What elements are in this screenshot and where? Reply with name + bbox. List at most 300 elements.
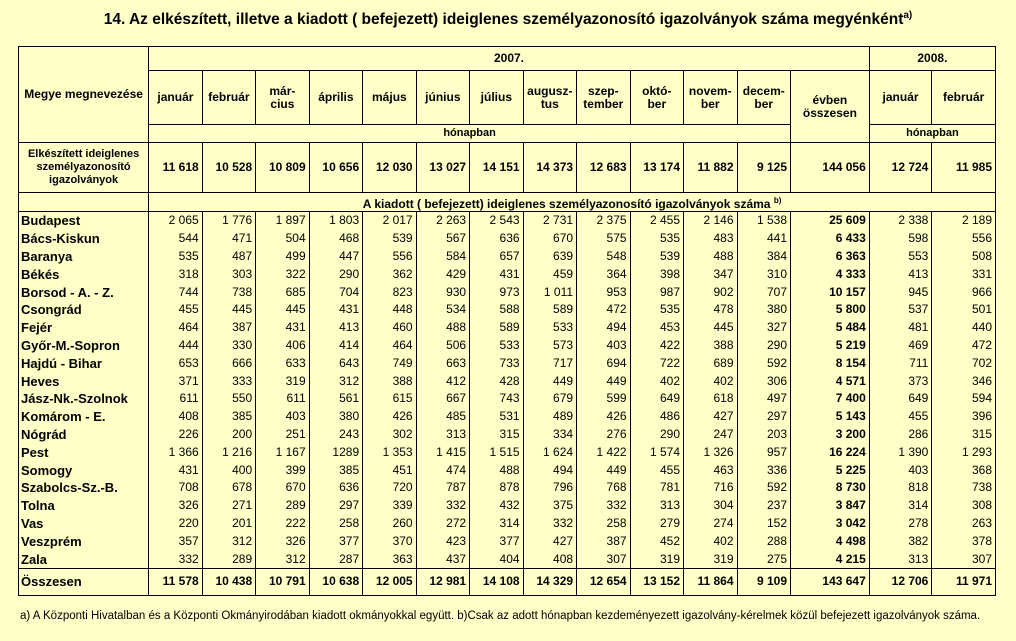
county-annual-total: 5 484 xyxy=(791,319,870,337)
county-annual-total: 7 400 xyxy=(791,390,870,408)
county-value: 451 xyxy=(363,461,416,479)
county-value: 313 xyxy=(416,426,469,444)
county-value: 539 xyxy=(363,230,416,248)
month-header-2007: októ-ber xyxy=(630,71,683,125)
county-value: 437 xyxy=(416,550,469,568)
county-value: 307 xyxy=(577,550,630,568)
county-value: 368 xyxy=(932,461,996,479)
county-value: 402 xyxy=(684,372,737,390)
county-value: 346 xyxy=(932,372,996,390)
county-annual-total: 3 042 xyxy=(791,515,870,533)
county-value: 426 xyxy=(577,408,630,426)
table-row xyxy=(19,354,996,372)
county-value: 534 xyxy=(416,301,469,319)
county-annual-total: 4 571 xyxy=(791,372,870,390)
county-value: 370 xyxy=(363,532,416,550)
county-value: 428 xyxy=(470,372,523,390)
county-annual-total: 5 219 xyxy=(791,337,870,355)
county-value: 744 xyxy=(149,283,202,301)
county-annual-total: 3 847 xyxy=(791,497,870,515)
county-name: Zala xyxy=(19,550,149,568)
county-value: 957 xyxy=(737,443,790,461)
county-value: 445 xyxy=(256,301,309,319)
county-value: 357 xyxy=(149,532,202,550)
county-value: 247 xyxy=(684,426,737,444)
county-value: 678 xyxy=(202,479,255,497)
county-value: 414 xyxy=(309,337,362,355)
county-value: 445 xyxy=(202,301,255,319)
table-row xyxy=(19,319,996,337)
county-value: 781 xyxy=(630,479,683,497)
county-value: 1 216 xyxy=(202,443,255,461)
county-value: 251 xyxy=(256,426,309,444)
county-value: 290 xyxy=(737,337,790,355)
prepared-value: 12 030 xyxy=(363,143,416,193)
prepared-value: 13 027 xyxy=(416,143,469,193)
county-name: Komárom - E. xyxy=(19,408,149,426)
county-value: 485 xyxy=(416,408,469,426)
county-value: 2 263 xyxy=(416,212,469,230)
county-value: 319 xyxy=(684,550,737,568)
county-value: 276 xyxy=(577,426,630,444)
county-value: 478 xyxy=(684,301,737,319)
county-value: 548 xyxy=(577,248,630,266)
county-value: 412 xyxy=(416,372,469,390)
month-header-2007: augusz-tus xyxy=(523,71,576,125)
county-value: 1 293 xyxy=(932,443,996,461)
total-value: 10 638 xyxy=(309,568,362,595)
county-value: 289 xyxy=(256,497,309,515)
prepared-value: 11 882 xyxy=(684,143,737,193)
county-value: 2 065 xyxy=(149,212,202,230)
county-value: 287 xyxy=(309,550,362,568)
county-value: 364 xyxy=(577,265,630,283)
county-value: 533 xyxy=(470,337,523,355)
county-value: 720 xyxy=(363,479,416,497)
county-value: 347 xyxy=(684,265,737,283)
county-value: 1 011 xyxy=(523,283,576,301)
county-value: 312 xyxy=(309,372,362,390)
county-value: 373 xyxy=(869,372,932,390)
title-footnote-marker: a) xyxy=(903,10,913,21)
county-value: 483 xyxy=(684,230,737,248)
county-value: 489 xyxy=(523,408,576,426)
county-value: 326 xyxy=(256,532,309,550)
county-value: 592 xyxy=(737,354,790,372)
county-value: 362 xyxy=(363,265,416,283)
total-value: 11 971 xyxy=(932,568,996,595)
county-value: 567 xyxy=(416,230,469,248)
prepared-value: 14 373 xyxy=(523,143,576,193)
county-value: 749 xyxy=(363,354,416,372)
county-value: 427 xyxy=(684,408,737,426)
county-value: 649 xyxy=(869,390,932,408)
county-value: 550 xyxy=(202,390,255,408)
county-value: 152 xyxy=(737,515,790,533)
county-value: 404 xyxy=(470,550,523,568)
table-row xyxy=(19,372,996,390)
table-row xyxy=(19,443,996,461)
county-value: 2 455 xyxy=(630,212,683,230)
county-value: 318 xyxy=(149,265,202,283)
total-value: 14 108 xyxy=(470,568,523,595)
county-value: 611 xyxy=(256,390,309,408)
county-value: 508 xyxy=(932,248,996,266)
county-value: 303 xyxy=(202,265,255,283)
total-value: 9 109 xyxy=(737,568,790,595)
county-value: 403 xyxy=(869,461,932,479)
county-value: 408 xyxy=(149,408,202,426)
county-value: 398 xyxy=(630,265,683,283)
total-row xyxy=(19,568,996,595)
county-annual-total: 10 157 xyxy=(791,283,870,301)
county-annual-total: 6 363 xyxy=(791,248,870,266)
county-value: 314 xyxy=(470,515,523,533)
table-row xyxy=(19,230,996,248)
county-value: 2 543 xyxy=(470,212,523,230)
county-value: 584 xyxy=(416,248,469,266)
county-value: 449 xyxy=(577,461,630,479)
county-value: 2 375 xyxy=(577,212,630,230)
county-annual-total: 5 800 xyxy=(791,301,870,319)
county-value: 441 xyxy=(737,230,790,248)
county-value: 539 xyxy=(630,248,683,266)
county-value: 1 624 xyxy=(523,443,576,461)
county-value: 203 xyxy=(737,426,790,444)
prepared-value: 12 724 xyxy=(869,143,932,193)
county-value: 260 xyxy=(363,515,416,533)
county-value: 768 xyxy=(577,479,630,497)
county-value: 453 xyxy=(630,319,683,337)
county-value: 494 xyxy=(577,319,630,337)
month-header-2008: február xyxy=(932,71,996,125)
county-value: 464 xyxy=(363,337,416,355)
county-value: 319 xyxy=(630,550,683,568)
table-row xyxy=(19,248,996,266)
table-row xyxy=(19,390,996,408)
county-value: 504 xyxy=(256,230,309,248)
county-name: Budapest xyxy=(19,212,149,230)
county-value: 488 xyxy=(684,248,737,266)
county-value: 322 xyxy=(256,265,309,283)
month-header-2007: decem-ber xyxy=(737,71,790,125)
county-name: Győr-M.-Sopron xyxy=(19,337,149,355)
county-value: 455 xyxy=(149,301,202,319)
county-value: 468 xyxy=(309,230,362,248)
county-annual-total: 8 154 xyxy=(791,354,870,372)
county-value: 290 xyxy=(309,265,362,283)
county-value: 499 xyxy=(256,248,309,266)
total-value: 13 152 xyxy=(630,568,683,595)
county-value: 588 xyxy=(470,301,523,319)
county-value: 1 574 xyxy=(630,443,683,461)
county-value: 2 146 xyxy=(684,212,737,230)
county-value: 258 xyxy=(309,515,362,533)
county-value: 237 xyxy=(737,497,790,515)
county-value: 694 xyxy=(577,354,630,372)
county-value: 636 xyxy=(470,230,523,248)
county-value: 444 xyxy=(149,337,202,355)
county-value: 1 167 xyxy=(256,443,309,461)
county-value: 440 xyxy=(932,319,996,337)
county-annual-total: 16 224 xyxy=(791,443,870,461)
month-header-2007: május xyxy=(363,71,416,125)
county-value: 878 xyxy=(470,479,523,497)
county-value: 307 xyxy=(932,550,996,568)
county-value: 636 xyxy=(309,479,362,497)
county-value: 667 xyxy=(416,390,469,408)
county-value: 306 xyxy=(737,372,790,390)
table-row xyxy=(19,283,996,301)
county-value: 1 776 xyxy=(202,212,255,230)
county-value: 474 xyxy=(416,461,469,479)
county-value: 592 xyxy=(737,479,790,497)
county-name: Baranya xyxy=(19,248,149,266)
county-value: 472 xyxy=(577,301,630,319)
total-value: 12 981 xyxy=(416,568,469,595)
county-value: 447 xyxy=(309,248,362,266)
county-value: 431 xyxy=(309,301,362,319)
county-value: 945 xyxy=(869,283,932,301)
county-value: 537 xyxy=(869,301,932,319)
month-header-2008: január xyxy=(869,71,932,125)
county-value: 722 xyxy=(630,354,683,372)
total-label: Összesen xyxy=(19,568,149,595)
county-value: 377 xyxy=(470,532,523,550)
county-name: Hajdú - Bihar xyxy=(19,354,149,372)
county-value: 402 xyxy=(684,532,737,550)
issued-footnote-marker: b) xyxy=(773,195,782,205)
table-row xyxy=(19,532,996,550)
county-value: 399 xyxy=(256,461,309,479)
county-value: 413 xyxy=(309,319,362,337)
county-value: 643 xyxy=(309,354,362,372)
county-value: 930 xyxy=(416,283,469,301)
county-value: 385 xyxy=(202,408,255,426)
county-value: 639 xyxy=(523,248,576,266)
county-value: 535 xyxy=(149,248,202,266)
county-value: 535 xyxy=(630,230,683,248)
county-value: 201 xyxy=(202,515,255,533)
county-value: 263 xyxy=(932,515,996,533)
county-value: 704 xyxy=(309,283,362,301)
county-name: Csongrád xyxy=(19,301,149,319)
county-value: 464 xyxy=(149,319,202,337)
county-value: 327 xyxy=(737,319,790,337)
table-row xyxy=(19,461,996,479)
county-value: 717 xyxy=(523,354,576,372)
county-value: 313 xyxy=(630,497,683,515)
county-value: 556 xyxy=(932,230,996,248)
county-name: Borsod - A. - Z. xyxy=(19,283,149,301)
county-value: 297 xyxy=(737,408,790,426)
county-value: 431 xyxy=(470,265,523,283)
county-annual-total: 5 225 xyxy=(791,461,870,479)
data-table xyxy=(18,46,996,596)
county-value: 823 xyxy=(363,283,416,301)
county-value: 274 xyxy=(684,515,737,533)
county-value: 2 189 xyxy=(932,212,996,230)
county-value: 611 xyxy=(149,390,202,408)
county-value: 455 xyxy=(869,408,932,426)
prepared-value: 10 809 xyxy=(256,143,309,193)
county-value: 1 353 xyxy=(363,443,416,461)
table-row xyxy=(19,550,996,568)
county-value: 702 xyxy=(932,354,996,372)
county-value: 471 xyxy=(202,230,255,248)
county-value: 1 897 xyxy=(256,212,309,230)
county-value: 371 xyxy=(149,372,202,390)
county-value: 966 xyxy=(932,283,996,301)
county-value: 387 xyxy=(202,319,255,337)
county-value: 716 xyxy=(684,479,737,497)
prepared-value: 9 125 xyxy=(737,143,790,193)
county-value: 375 xyxy=(523,497,576,515)
county-value: 733 xyxy=(470,354,523,372)
county-name: Nógrád xyxy=(19,426,149,444)
county-value: 481 xyxy=(869,319,932,337)
county-value: 953 xyxy=(577,283,630,301)
county-value: 469 xyxy=(869,337,932,355)
county-value: 2 731 xyxy=(523,212,576,230)
footnote: a) A Központi Hivatalban és a Központi Okmányirodában kiadott okmányokkal együtt. b)Csak az adott hónapban kezdeményezett igazolvány-kérelmek közül befejezett igazolványok száma. xyxy=(20,610,981,622)
county-value: 711 xyxy=(869,354,932,372)
county-value: 413 xyxy=(869,265,932,283)
county-value: 685 xyxy=(256,283,309,301)
county-value: 589 xyxy=(470,319,523,337)
county-value: 289 xyxy=(202,550,255,568)
table-row xyxy=(19,301,996,319)
county-value: 312 xyxy=(256,550,309,568)
county-value: 288 xyxy=(737,532,790,550)
county-value: 1 515 xyxy=(470,443,523,461)
county-value: 533 xyxy=(523,319,576,337)
county-value: 633 xyxy=(256,354,309,372)
county-value: 738 xyxy=(932,479,996,497)
table-row xyxy=(19,479,996,497)
year-2008-header: 2008. xyxy=(869,47,995,71)
county-value: 275 xyxy=(737,550,790,568)
county-value: 403 xyxy=(256,408,309,426)
county-value: 556 xyxy=(363,248,416,266)
county-value: 339 xyxy=(363,497,416,515)
county-value: 501 xyxy=(932,301,996,319)
total-value: 14 329 xyxy=(523,568,576,595)
county-name: Somogy xyxy=(19,461,149,479)
county-value: 396 xyxy=(932,408,996,426)
county-value: 973 xyxy=(470,283,523,301)
county-value: 707 xyxy=(737,283,790,301)
county-name: Bács-Kiskun xyxy=(19,230,149,248)
prepared-value: 13 174 xyxy=(630,143,683,193)
county-value: 1 415 xyxy=(416,443,469,461)
issued-heading-blank xyxy=(19,193,149,212)
county-annual-total: 4 215 xyxy=(791,550,870,568)
county-value: 302 xyxy=(363,426,416,444)
county-name: Békés xyxy=(19,265,149,283)
county-value: 286 xyxy=(869,426,932,444)
county-name: Szabolcs-Sz.-B. xyxy=(19,479,149,497)
county-value: 649 xyxy=(630,390,683,408)
county-value: 427 xyxy=(523,532,576,550)
county-value: 387 xyxy=(577,532,630,550)
county-value: 422 xyxy=(630,337,683,355)
county-value: 1 422 xyxy=(577,443,630,461)
county-value: 615 xyxy=(363,390,416,408)
county-value: 486 xyxy=(630,408,683,426)
county-value: 333 xyxy=(202,372,255,390)
county-value: 377 xyxy=(309,532,362,550)
county-value: 670 xyxy=(256,479,309,497)
county-value: 363 xyxy=(363,550,416,568)
county-name: Heves xyxy=(19,372,149,390)
prepared-value: 10 656 xyxy=(309,143,362,193)
month-header-2007: szep-tember xyxy=(577,71,630,125)
table-row xyxy=(19,497,996,515)
county-value: 314 xyxy=(869,497,932,515)
county-value: 2 017 xyxy=(363,212,416,230)
county-value: 535 xyxy=(630,301,683,319)
year-2007-header: 2007. xyxy=(149,47,870,71)
county-value: 222 xyxy=(256,515,309,533)
county-annual-total: 4 498 xyxy=(791,532,870,550)
total-value: 10 791 xyxy=(256,568,309,595)
county-value: 708 xyxy=(149,479,202,497)
county-value: 1 326 xyxy=(684,443,737,461)
county-value: 487 xyxy=(202,248,255,266)
county-value: 313 xyxy=(869,550,932,568)
county-value: 297 xyxy=(309,497,362,515)
prepared-label: Elkészített ideiglenes személyazonosító igazolványok xyxy=(19,143,149,193)
county-value: 666 xyxy=(202,354,255,372)
county-value: 472 xyxy=(932,337,996,355)
county-value: 331 xyxy=(932,265,996,283)
annual-total-header: évben összesen xyxy=(791,71,870,143)
county-value: 279 xyxy=(630,515,683,533)
county-value: 403 xyxy=(577,337,630,355)
county-value: 310 xyxy=(737,265,790,283)
county-value: 315 xyxy=(470,426,523,444)
prepared-value: 11 618 xyxy=(149,143,202,193)
county-value: 431 xyxy=(256,319,309,337)
county-value: 689 xyxy=(684,354,737,372)
table-row xyxy=(19,212,996,230)
county-value: 382 xyxy=(869,532,932,550)
county-name: Jász-Nk.-Szolnok xyxy=(19,390,149,408)
prepared-value: 10 528 xyxy=(202,143,255,193)
prepared-value: 144 056 xyxy=(791,143,870,193)
county-value: 272 xyxy=(416,515,469,533)
county-value: 226 xyxy=(149,426,202,444)
prepared-value: 14 151 xyxy=(470,143,523,193)
month-header-2007: július xyxy=(470,71,523,125)
county-value: 1 390 xyxy=(869,443,932,461)
county-value: 388 xyxy=(684,337,737,355)
county-value: 561 xyxy=(309,390,362,408)
county-column-header: Megye megnevezése xyxy=(19,47,149,143)
table-row xyxy=(19,337,996,355)
prepared-value: 11 985 xyxy=(932,143,996,193)
county-value: 663 xyxy=(416,354,469,372)
unit-2007-label: hónapban xyxy=(149,125,791,143)
county-value: 618 xyxy=(684,390,737,408)
county-name: Vas xyxy=(19,515,149,533)
county-value: 431 xyxy=(149,461,202,479)
county-value: 312 xyxy=(202,532,255,550)
total-value: 11 578 xyxy=(149,568,202,595)
county-value: 278 xyxy=(869,515,932,533)
county-value: 290 xyxy=(630,426,683,444)
